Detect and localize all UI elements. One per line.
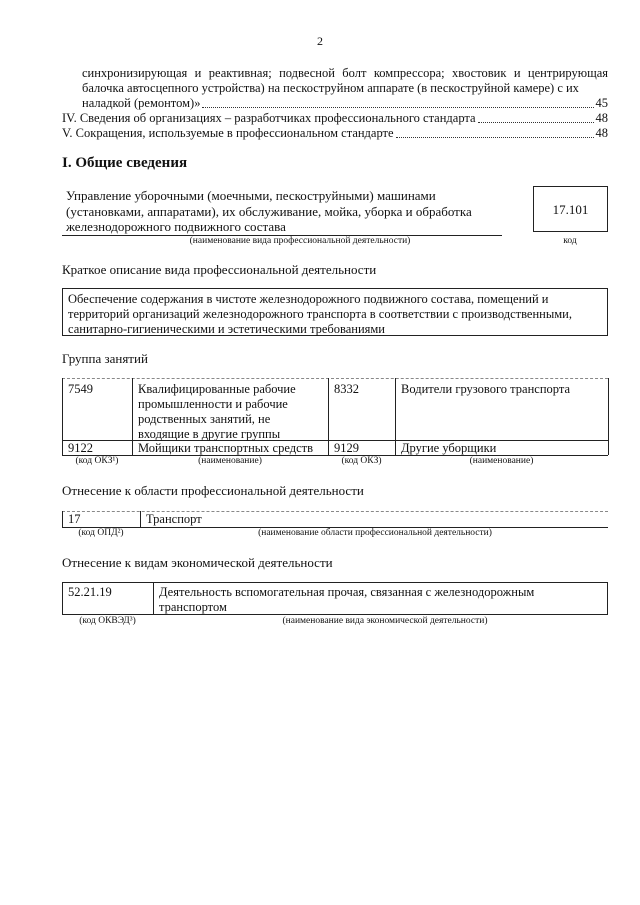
activity-code-box [533,186,608,232]
group-row-2-name1: Мойщики транспортных средств [138,441,313,455]
group-caption-name1: (наименование) [198,456,262,466]
activity-name-caption: (наименование вида профессиональной деятельности) [189,236,411,246]
page-number: 2 [317,34,323,48]
group-row-2-code1: 9122 [68,441,93,455]
group-col-border [62,378,63,455]
activity-name: Управление уборочными (моечными, пескоструйными) машинами (установками, аппаратами), их обслуживание, мойка, уборка и обработка железнодорожного подвижного состава [66,188,472,234]
economic-code: 52.21.19 [68,585,112,599]
area-code-caption: (код ОПД²) [78,528,124,538]
group-row-2-name2: Другие уборщики [401,441,497,455]
activity-code-caption: код [563,236,577,246]
group-row-1-name2: Водители грузового транспорта [401,382,571,396]
economic-code-caption: (код ОКВЭД³) [79,616,136,626]
toc-item-5 [62,126,608,141]
area-code: 17 [68,512,81,526]
toc-item-4 [62,111,608,126]
toc-item-5-page: 48 [595,126,608,140]
group-col-border [395,378,396,455]
economic-name: Деятельность вспомогательная прочая, связанная с железнодорожным транспортом [159,585,535,614]
toc-leader [202,107,593,108]
economic-heading: Отнесение к видам экономической деятельности [62,555,333,570]
toc-item-4-text: IV. Сведения об организациях – разработчиках профессионального стандарта [62,111,476,125]
economic-col-border [153,582,154,615]
toc-leader [396,137,594,138]
group-col-border [608,378,609,455]
group-caption-code1: (код ОКЗ¹) [75,456,119,466]
brief-heading: Краткое описание вида профессиональной деятельности [62,262,377,277]
group-row-1-code1: 7549 [68,382,93,396]
group-heading: Группа занятий [62,351,148,366]
area-col-border [62,511,63,527]
toc-line-3-text: наладкой (ремонтом)» [82,96,201,110]
group-top-border [62,378,608,379]
toc-continuation-text: синхронизирующая и реактивная; подвесной болт компрессора; хвостовик и центрирующая балочка автосцепного устройства) на пескоструйном аппарате (в пескоструйной камере) с их [82,66,608,95]
toc-line-3-page: 45 [595,96,608,110]
section-title: I. Общие сведения [62,155,188,171]
brief-text: Обеспечение содержания в чистоте железнодорожного подвижного состава, помещений и территорий организаций железнодорожного транспорта в соответствии с производственными, санитарно-гигиеническими и эстетическими требованиями [68,292,572,336]
area-heading: Отнесение к области профессиональной деятельности [62,483,364,498]
group-row-1-code2: 8332 [334,382,359,396]
group-row-2-code2: 9129 [334,441,359,455]
group-caption-name2: (наименование) [469,456,534,466]
area-name: Транспорт [146,512,202,526]
toc-item-5-text: V. Сокращения, используемые в профессиональном стандарте [62,126,394,140]
group-row-1-name1: Квалифицированные рабочие промышленности и рабочие родственных занятий, не входящие в другие группы [138,382,296,441]
brief-box [62,288,608,336]
toc-line-3 [62,96,608,111]
area-col-border [140,511,141,527]
area-name-caption: (наименование области профессиональной деятельности) [258,528,492,538]
area-top-border [62,511,608,512]
group-col-border [132,378,133,455]
toc-leader [478,122,594,123]
economic-name-caption: (наименование вида экономической деятельности) [282,616,488,626]
toc-item-4-page: 48 [595,111,608,125]
group-caption-code2: (код ОКЗ) [341,456,382,466]
activity-code: 17.101 [552,201,589,217]
group-col-border [328,378,329,455]
toc-continuation [62,66,608,141]
